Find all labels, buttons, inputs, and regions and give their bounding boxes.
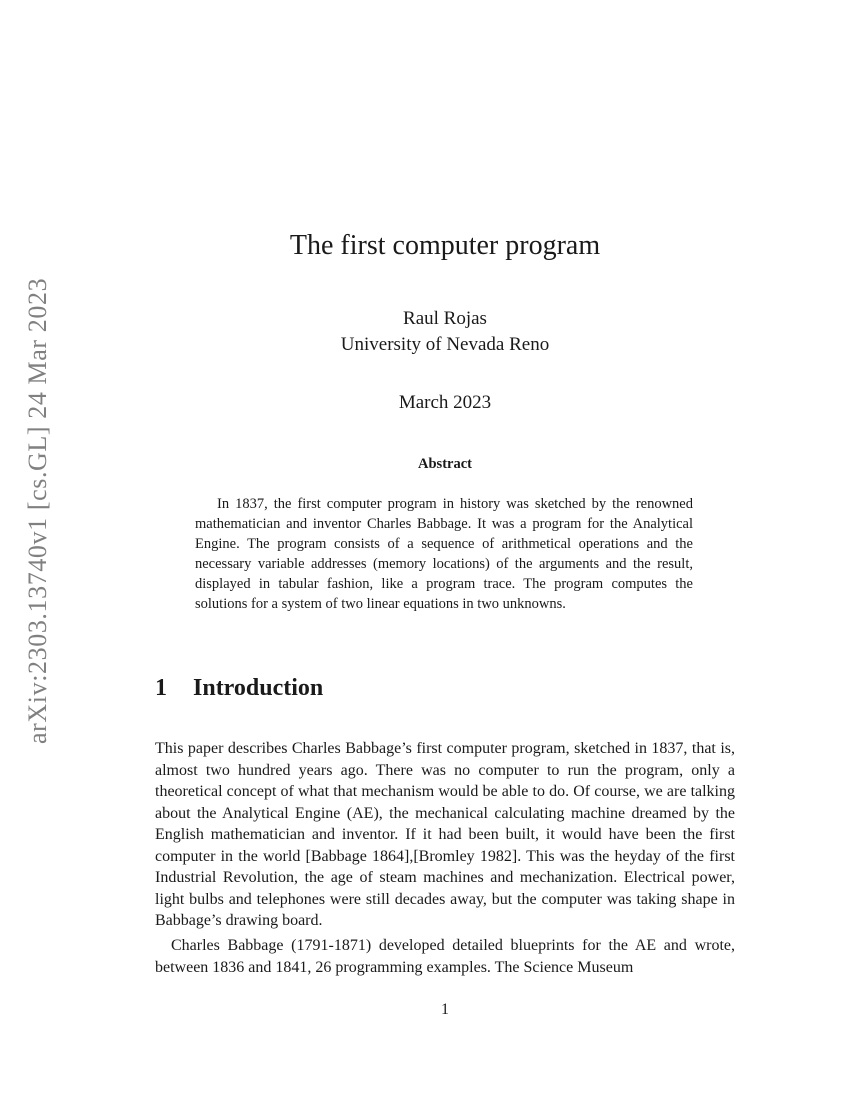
author-name: Raul Rojas: [403, 308, 487, 329]
author-block: [155, 306, 735, 358]
abstract-text: In 1837, the first computer program in history was sketched by the renowned mathematician and inventor Charles Babbage. It was a program for the Analytical Engine. The program consists of a sequence of arithmetical operations and the necessary variable addresses (memory locations) of the arguments and the result, displayed in tabular fashion, like a program trace. The program computes the solutions for a system of two linear equations in two unknowns.: [195, 496, 693, 612]
abstract-heading: Abstract: [418, 456, 472, 472]
section-number: 1: [155, 675, 167, 701]
paper-date: March 2023: [398, 392, 492, 413]
author-affiliation: University of Nevada Reno: [340, 334, 550, 355]
intro-paragraph-1: This paper describes Charles Babbage’s first computer program, sketched in 1837, that is, almost two hundred years ago. There was no computer to run the program, only a theoretical concept of what that mechanism would be able to do. Of course, we are talking about the Analytical Engine (AE), the mechanical calculating machine dreamed by the English mathematician and inventor. If it had been built, it would have been the first computer in the world [Babbage 1864],[Bromley 1982]. This was the heyday of the first Industrial Revolution, the age of steam machines and mechanization. Electrical power, light bulbs and telephones were still decades away, but the computer was taking shape in Babbage’s drawing board.: [155, 740, 735, 929]
paper-title: The first computer program: [289, 230, 601, 261]
section-title: Introduction: [193, 675, 324, 701]
intro-paragraph-2: Charles Babbage (1791-1871) developed detailed blueprints for the AE and wrote, between 1836 and 1841, 26 programming examples. The Science Museum: [155, 937, 735, 976]
arxiv-identifier-stamp: [18, 264, 58, 744]
section-heading: [155, 672, 735, 704]
page-number: 1: [441, 1001, 449, 1018]
arxiv-identifier-text: arXiv:2303.13740v1 [cs.GL] 24 Mar 2023: [23, 277, 52, 744]
